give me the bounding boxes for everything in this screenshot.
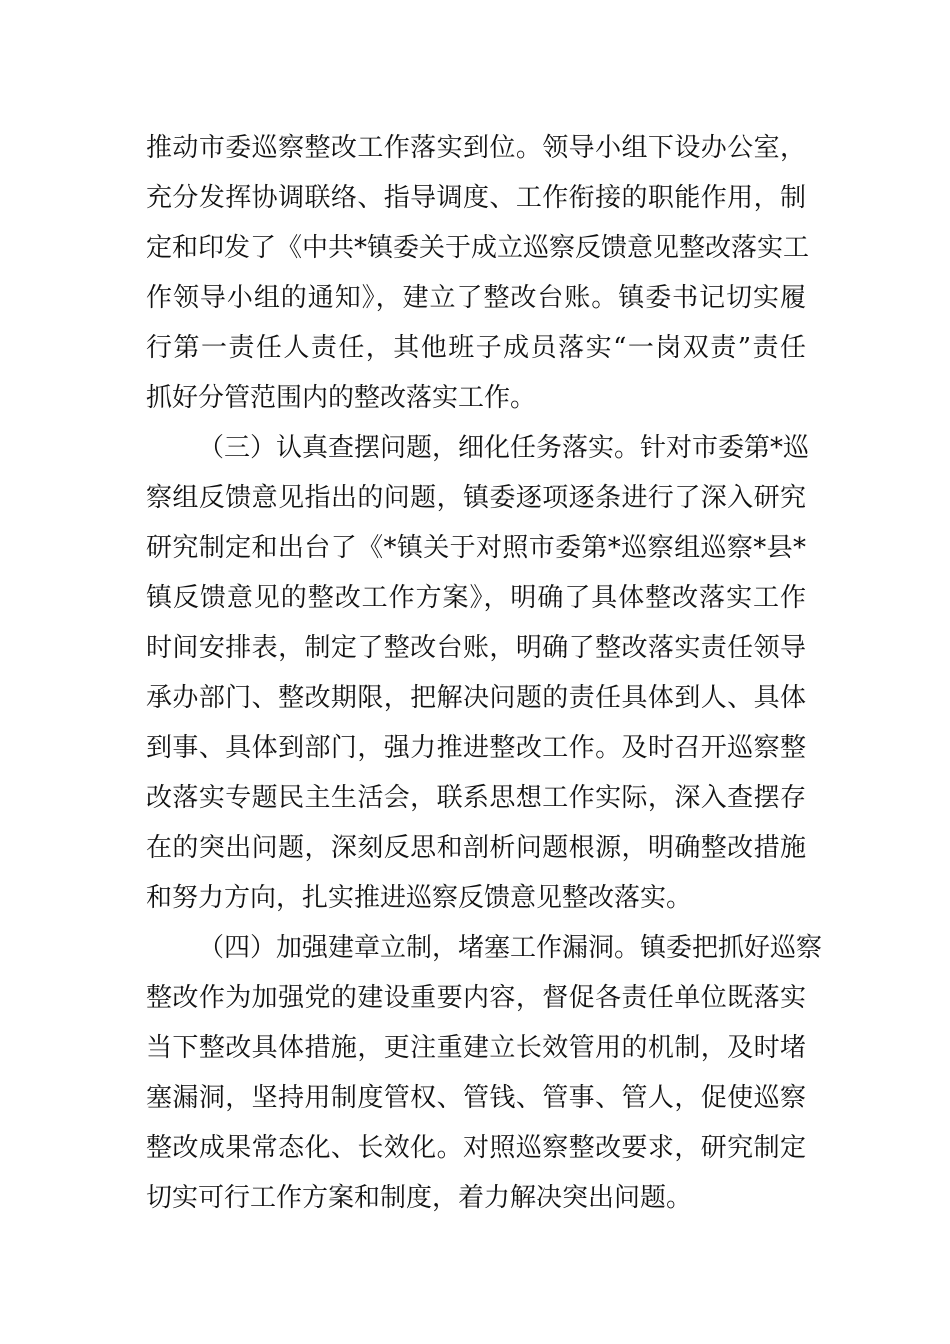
text-line: 时间安排表，制定了整改台账，明确了整改落实责任领导 — [146, 633, 806, 663]
text-line: 切实可行工作方案和制度，着力解决突出问题。 — [146, 1183, 693, 1213]
text-line: 察组反馈意见指出的问题，镇委逐项逐条进行了深入研究 — [146, 483, 806, 513]
text-line: 整改成果常态化、长效化。对照巡察整改要求，研究制定 — [146, 1133, 806, 1163]
text-line: 和努力方向，扎实推进巡察反馈意见整改落实。 — [146, 883, 693, 913]
text-line: 镇反馈意见的整改工作方案》，明确了具体整改落实工作 — [146, 583, 806, 613]
section-heading-line: （四）加强建章立制，堵塞工作漏洞。镇委把抓好巡察 — [198, 933, 823, 963]
text-line: 推动市委巡察整改工作落实到位。领导小组下设办公室， — [146, 133, 806, 163]
text-line: 塞漏洞，坚持用制度管权、管钱、管事、管人，促使巡察 — [146, 1083, 806, 1113]
text-line: 改落实专题民主生活会，联系思想工作实际，深入查摆存 — [146, 783, 806, 813]
text-line: 当下整改具体措施，更注重建立长效管用的机制，及时堵 — [146, 1033, 806, 1063]
text-line: 承办部门、整改期限，把解决问题的责任具体到人、具体 — [146, 683, 806, 713]
text-line: 在的突出问题，深刻反思和剖析问题根源，明确整改措施 — [146, 833, 806, 863]
text-line: 行第一责任人责任，其他班子成员落实“一岗双责”责任 — [146, 333, 806, 363]
text-line: 充分发挥协调联络、指导调度、工作衔接的职能作用，制 — [146, 183, 806, 213]
text-line: 作领导小组的通知》，建立了整改台账。镇委书记切实履 — [146, 283, 806, 313]
text-line: 定和印发了《中共*镇委关于成立巡察反馈意见整改落实工 — [146, 233, 810, 263]
text-line: 研究制定和出台了《*镇关于对照市委第*巡察组巡察*县* — [146, 533, 806, 563]
section-heading-line: （三）认真查摆问题，细化任务落实。针对市委第*巡 — [198, 433, 810, 463]
text-line: 到事、具体到部门，强力推进整改工作。及时召开巡察整 — [146, 733, 806, 763]
text-line: 整改作为加强党的建设重要内容，督促各责任单位既落实 — [146, 983, 806, 1013]
text-line: 抓好分管范围内的整改落实工作。 — [146, 383, 537, 413]
